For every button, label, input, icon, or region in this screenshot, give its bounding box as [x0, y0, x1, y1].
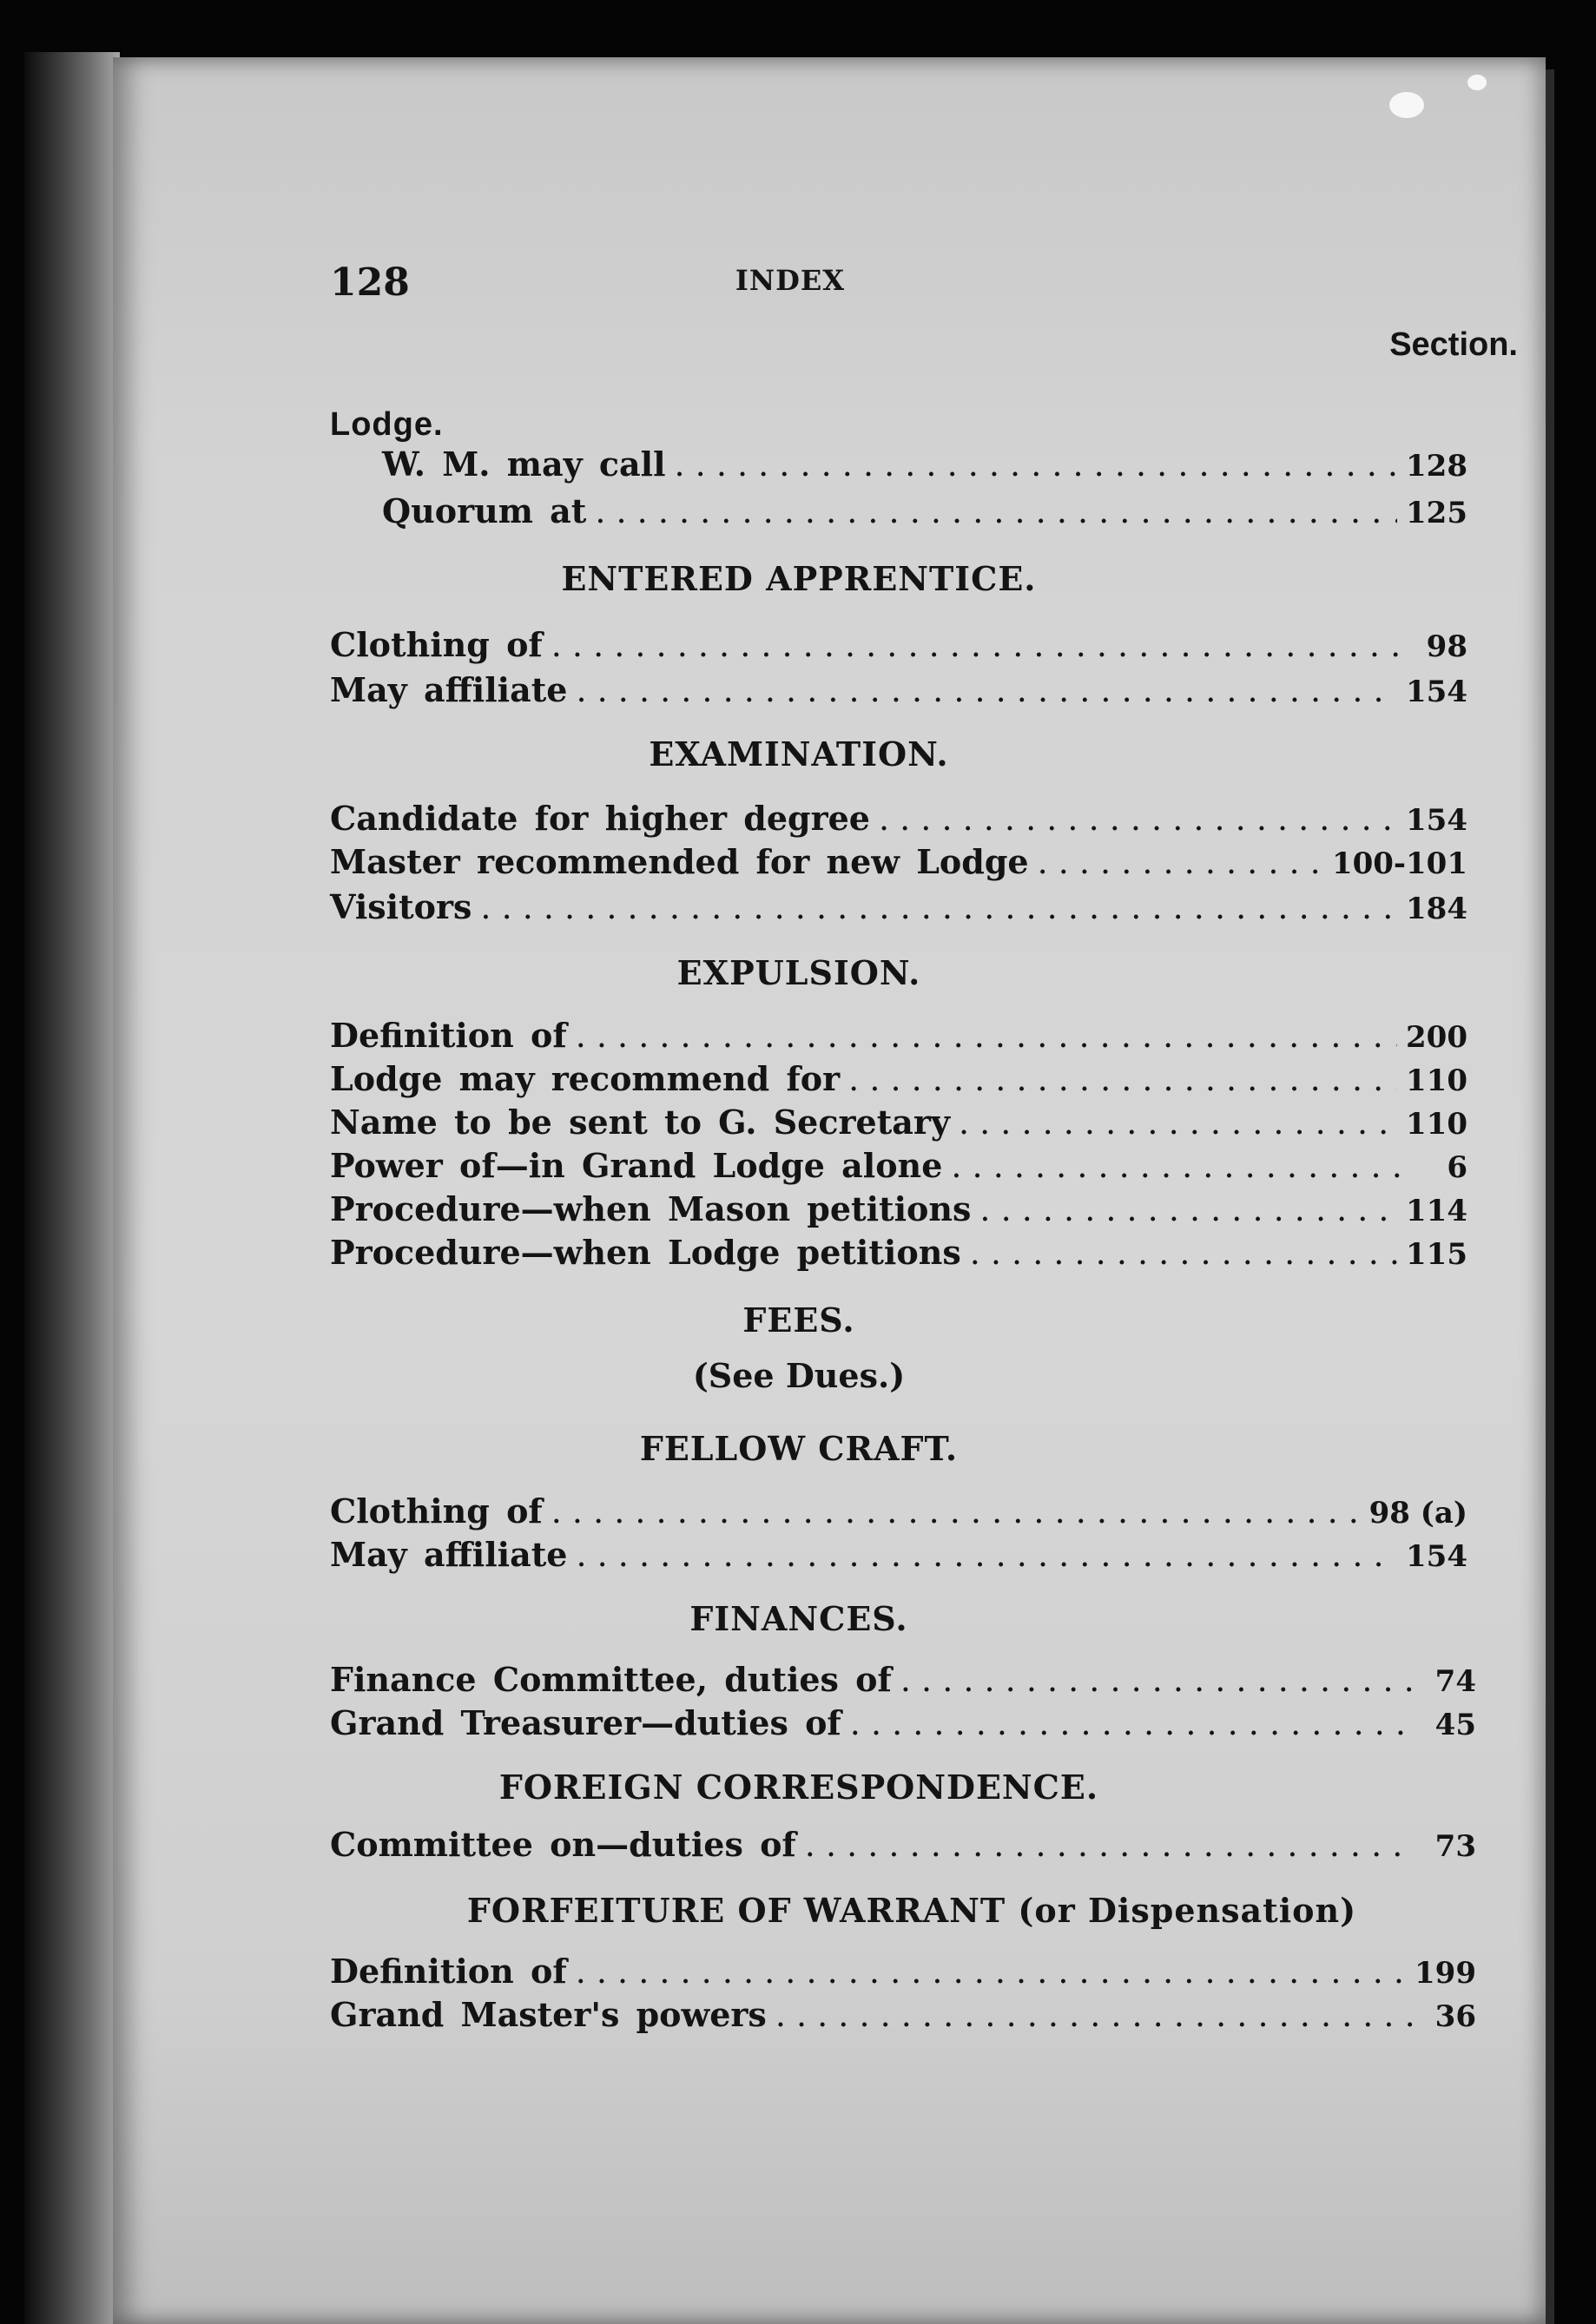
leader-dots [775, 1996, 1415, 2034]
page-number: 128 [330, 260, 410, 305]
entry-ref: 125 [1406, 496, 1467, 530]
index-entry [330, 799, 1467, 838]
entry-label: Power of—in Grand Lodge alone [330, 1146, 943, 1185]
index-entry [330, 625, 1467, 664]
entry-label: Definition of [330, 1016, 567, 1055]
entry-ref: 6 [1447, 1150, 1467, 1185]
entry-label: Clothing of [330, 1491, 543, 1531]
entry-ref: 154 [1406, 675, 1467, 709]
entry-ref: 200 [1406, 1020, 1467, 1055]
entry-label: Master recommended for new Lodge [330, 842, 1029, 881]
entry-ref: 128 [1406, 449, 1467, 484]
index-entry [330, 1233, 1467, 1272]
leader-dots [951, 1147, 1407, 1185]
entry-label: Candidate for higher degree [330, 799, 870, 838]
entry-ref: 115 [1406, 1237, 1467, 1272]
entry-label: Grand Treasurer—duties of [330, 1703, 841, 1742]
leader-dots [805, 1826, 1415, 1864]
index-entry [330, 1146, 1467, 1185]
entry-label: Grand Master's powers [330, 1995, 767, 2034]
heading-fellow-craft: FELLOW CRAFT. [639, 1429, 959, 1468]
index-entry [330, 1189, 1467, 1228]
leader-dots [959, 1103, 1397, 1142]
section-column-label: Section. [1389, 326, 1518, 363]
entry-ref: 184 [1406, 892, 1467, 926]
heading-entered-apprentice: ENTERED APPRENTICE. [561, 559, 1037, 598]
entry-label: Quorum at [382, 491, 587, 530]
entry-ref: 110 [1406, 1107, 1467, 1142]
entry-ref: 98 (a) [1368, 1496, 1467, 1531]
entry-label: Definition of [330, 1952, 567, 1991]
running-title: INDEX [735, 264, 846, 297]
entry-ref: 100-101 [1331, 846, 1467, 881]
entry-label: May affiliate [330, 670, 568, 709]
index-entry [330, 1016, 1467, 1055]
leader-dots [480, 888, 1397, 926]
entry-ref: 199 [1415, 1956, 1476, 1991]
leader-dots [576, 671, 1397, 709]
index-entry [330, 670, 1467, 709]
leader-dots [595, 492, 1397, 530]
entry-label: W. M. may call [382, 444, 666, 484]
index-entry [330, 1059, 1467, 1098]
entry-ref: 74 [1434, 1664, 1476, 1699]
fees-see-note: (See Dues.) [692, 1356, 906, 1395]
index-entry [330, 887, 1467, 926]
index-entry [382, 444, 1467, 484]
heading-foreign-correspondence: FOREIGN CORRESPONDENCE. [498, 1768, 1099, 1807]
heading-forfeiture-of-warrant: FORFEITURE OF WARRANT (or Dispensation) [466, 1891, 1357, 1930]
entry-ref: 45 [1434, 1708, 1476, 1742]
entry-ref: 154 [1406, 803, 1467, 838]
index-entry [330, 1660, 1476, 1699]
index-entry [330, 1825, 1476, 1864]
entry-ref: 73 [1434, 1829, 1476, 1864]
leader-dots [1038, 843, 1323, 881]
index-entry [330, 842, 1467, 881]
running-head [330, 260, 1459, 313]
index-entry [330, 1103, 1467, 1142]
heading-fees: FEES. [742, 1300, 855, 1340]
index-entry [330, 1491, 1467, 1531]
heading-finances: FINANCES. [689, 1599, 908, 1638]
leader-dots [970, 1234, 1397, 1272]
leader-dots [675, 445, 1398, 484]
heading-examination: EXAMINATION. [649, 734, 949, 774]
entry-label: Procedure—when Mason petitions [330, 1189, 972, 1228]
leader-dots [879, 800, 1397, 838]
leader-dots [551, 1492, 1361, 1531]
entry-label: Committee on—duties of [330, 1825, 796, 1864]
leader-dots [979, 1190, 1397, 1228]
entry-label: Clothing of [330, 625, 543, 664]
entry-label: May affiliate [330, 1535, 568, 1574]
entry-ref: 154 [1406, 1539, 1467, 1574]
heading-lodge: Lodge. [330, 406, 444, 443]
entry-label: Procedure—when Lodge petitions [330, 1233, 961, 1272]
entry-label: Lodge may recommend for [330, 1059, 841, 1098]
index-entry [330, 1995, 1476, 2034]
index-entry [330, 1703, 1476, 1742]
leader-dots [576, 1536, 1397, 1574]
leader-dots [576, 1952, 1406, 1991]
index-entry [330, 1535, 1467, 1574]
leader-dots [848, 1060, 1397, 1098]
entry-label: Visitors [330, 887, 472, 926]
entry-label: Name to be sent to G. Secretary [330, 1103, 950, 1142]
leader-dots [900, 1661, 1415, 1699]
entry-ref: 110 [1406, 1063, 1467, 1098]
index-entry [330, 1952, 1476, 1991]
entry-ref: 98 [1426, 629, 1467, 664]
index-entry [382, 491, 1467, 530]
leader-dots [551, 626, 1407, 664]
leader-dots [576, 1017, 1397, 1055]
leader-dots [850, 1704, 1415, 1742]
entry-label: Finance Committee, duties of [330, 1660, 892, 1699]
entry-ref: 36 [1434, 1999, 1476, 2034]
entry-ref: 114 [1406, 1194, 1467, 1228]
heading-expulsion: EXPULSION. [676, 953, 921, 992]
